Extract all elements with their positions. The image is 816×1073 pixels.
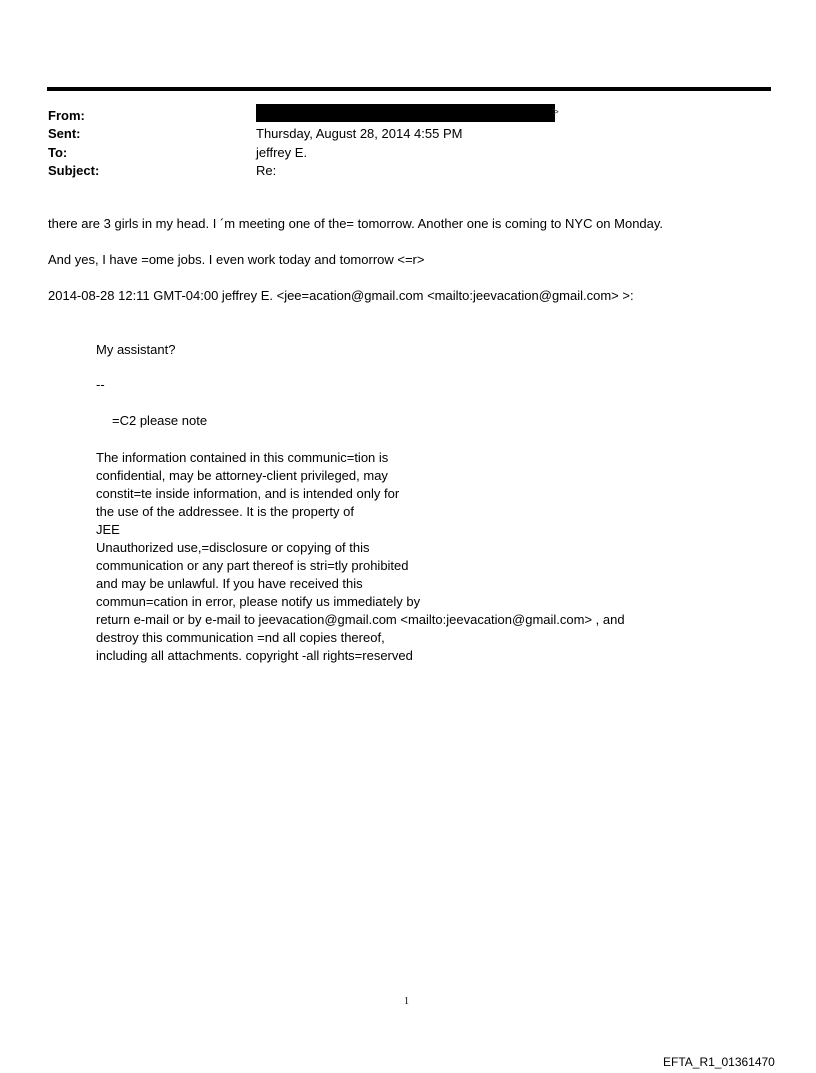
bates-number: EFTA_R1_01361470 [663,1055,775,1069]
to-label: To: [48,145,68,160]
subject-value: Re: [256,163,277,178]
body-line-2: And yes, I have =ome jobs. I even work today and tomorrow <=r> [48,252,425,267]
header-rule [47,87,771,91]
sent-value: Thursday, August 28, 2014 4:55 PM [256,126,463,141]
from-value-tail: > [553,107,559,118]
disclaimer-line: constit=te inside information, and is intended only for [96,486,400,501]
signature-separator: -- [96,377,105,392]
redaction-box [256,104,555,122]
body-line-1: there are 3 girls in my head. I ´m meeting one of the= tomorrow. Another one is coming to NYC on Monday. [48,216,664,231]
from-label: From: [48,108,85,123]
quoted-line-1: My assistant? [96,342,176,357]
disclaimer-block [96,449,625,665]
disclaimer-line: commun=cation in error, please notify us immediately by [96,594,421,609]
page-number: 1 [404,996,409,1007]
disclaimer-line: communication or any part thereof is stri=tly prohibited [96,558,409,573]
disclaimer-line: return e-mail or by e-mail to jeevacation@gmail.com <mailto:jeevacation@gmail.com> , and [96,612,625,627]
disclaimer-line: confidential, may be attorney-client privileged, may [96,468,388,483]
disclaimer-line: The information contained in this communic=tion is [96,450,389,465]
disclaimer-line: and may be unlawful. If you have received this [96,576,363,591]
disclaimer-line: JEE [96,522,120,537]
to-value: jeffrey E. [256,145,308,160]
please-note: =C2 please note [112,413,208,428]
subject-label: Subject: [48,163,100,178]
disclaimer-line: destroy this communication =nd all copies thereof, [96,630,385,645]
disclaimer-line: including all attachments. copyright -all rights=reserved [96,648,413,663]
disclaimer-line: Unauthorized use,=disclosure or copying of this [96,540,370,555]
quote-header: 2014-08-28 12:11 GMT-04:00 jeffrey E. <jee=acation@gmail.com <mailto:jeevacation@gmail.com> >: [48,288,634,303]
disclaimer-line: the use of the addressee. It is the property of [96,504,354,519]
sent-label: Sent: [48,126,81,141]
